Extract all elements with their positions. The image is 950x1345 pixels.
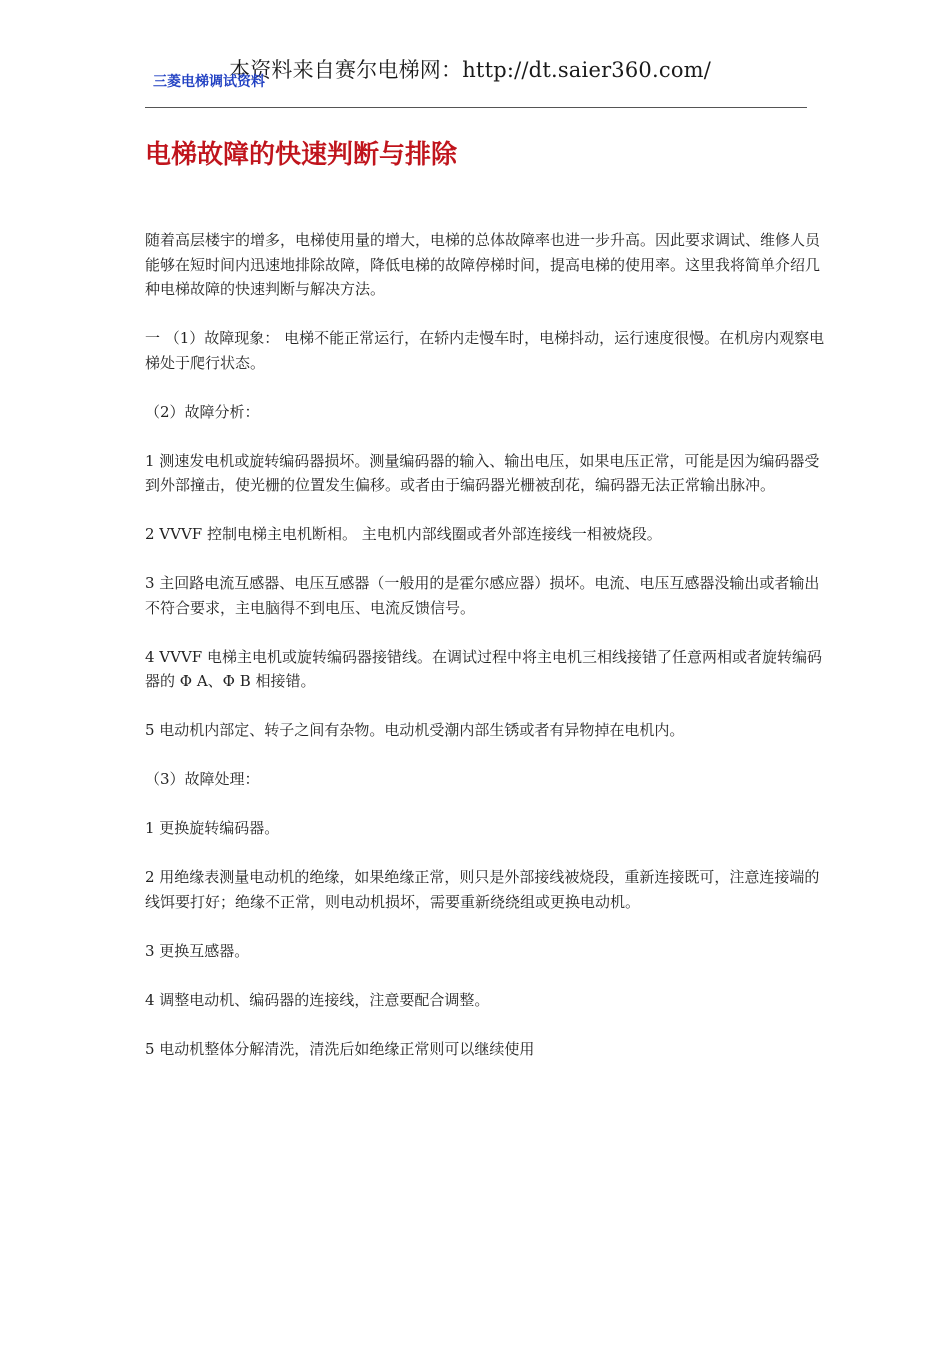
header-source-text: 本资料来自赛尔电梯网：http://dt.saier360.com/ <box>229 58 712 82</box>
paragraph-handling-heading: （3）故障处理： <box>145 770 260 788</box>
paragraph-analysis-2: 2 VVVF 控制电梯主电机断相。 主电机内部线圈或者外部连接线一相被烧段。 <box>145 525 662 543</box>
paragraph-handling-2: 2 用绝缘表测量电动机的绝缘，如果绝缘正常，则只是外部接线被烧段，重新连接既可，注意连接端的线饵要打好；绝缘不正常，则电动机损坏，需要重新绕绕组或更换电动机。 <box>145 868 820 911</box>
paragraph-analysis-4: 4 VVVF 电梯主电机或旋转编码器接错线。在调试过程中将主电机三相线接错了任意两相或者旋转编码器的 Φ A、Φ B 相接错。 <box>145 647 822 690</box>
paragraph-analysis-5: 5 电动机内部定、转子之间有杂物。电动机受潮内部生锈或者有异物掉在电机内。 <box>145 721 685 739</box>
paragraph-intro: 随着高层楼宇的增多，电梯使用量的增大，电梯的总体故障率也进一步升高。因此要求调试、维修人员能够在短时间内迅速地排除故障，降低电梯的故障停梯时间，提高电梯的使用率。这里我将简单介绍几种电梯故障的快速判断与解决方法。 <box>145 231 821 298</box>
page-header <box>145 48 807 108</box>
paragraph-analysis-3: 3 主回路电流互感器、电压互感器（一般用的是霍尔感应器）损坏。电流、电压互感器没输出或者输出不符合要求，主电脑得不到电压、电流反馈信号。 <box>145 574 820 617</box>
paragraph-handling-5: 5 电动机整体分解清洗，清洗后如绝缘正常则可以继续使用 <box>145 1039 535 1058</box>
paragraph-handling-4: 4 调整电动机、编码器的连接线，注意要配合调整。 <box>145 990 490 1009</box>
header-label: 三菱电梯调试资料 <box>153 74 265 90</box>
paragraph-handling-1: 1 更换旋转编码器。 <box>145 819 280 837</box>
paragraph-fault-symptom: 一 （1）故障现象： 电梯不能正常运行，在轿内走慢车时，电梯抖动，运行速度很慢。在机房内观察电梯处于爬行状态。 <box>145 329 825 372</box>
document-title: 电梯故障的快速判断与排除 <box>145 140 458 170</box>
header-divider <box>145 107 807 108</box>
paragraph-handling-3: 3 更换互感器。 <box>145 941 250 960</box>
paragraph-analysis-heading: （2）故障分析： <box>145 402 260 421</box>
document-body <box>145 228 825 1086</box>
paragraph-analysis-1: 1 测速发电机或旋转编码器损坏。测量编码器的输入、输出电压，如果电压正常，可能是因为编码器受到外部撞击，使光栅的位置发生偏移。或者由于编码器光栅被刮花，编码器无法正常输出脉冲。 <box>145 451 820 494</box>
